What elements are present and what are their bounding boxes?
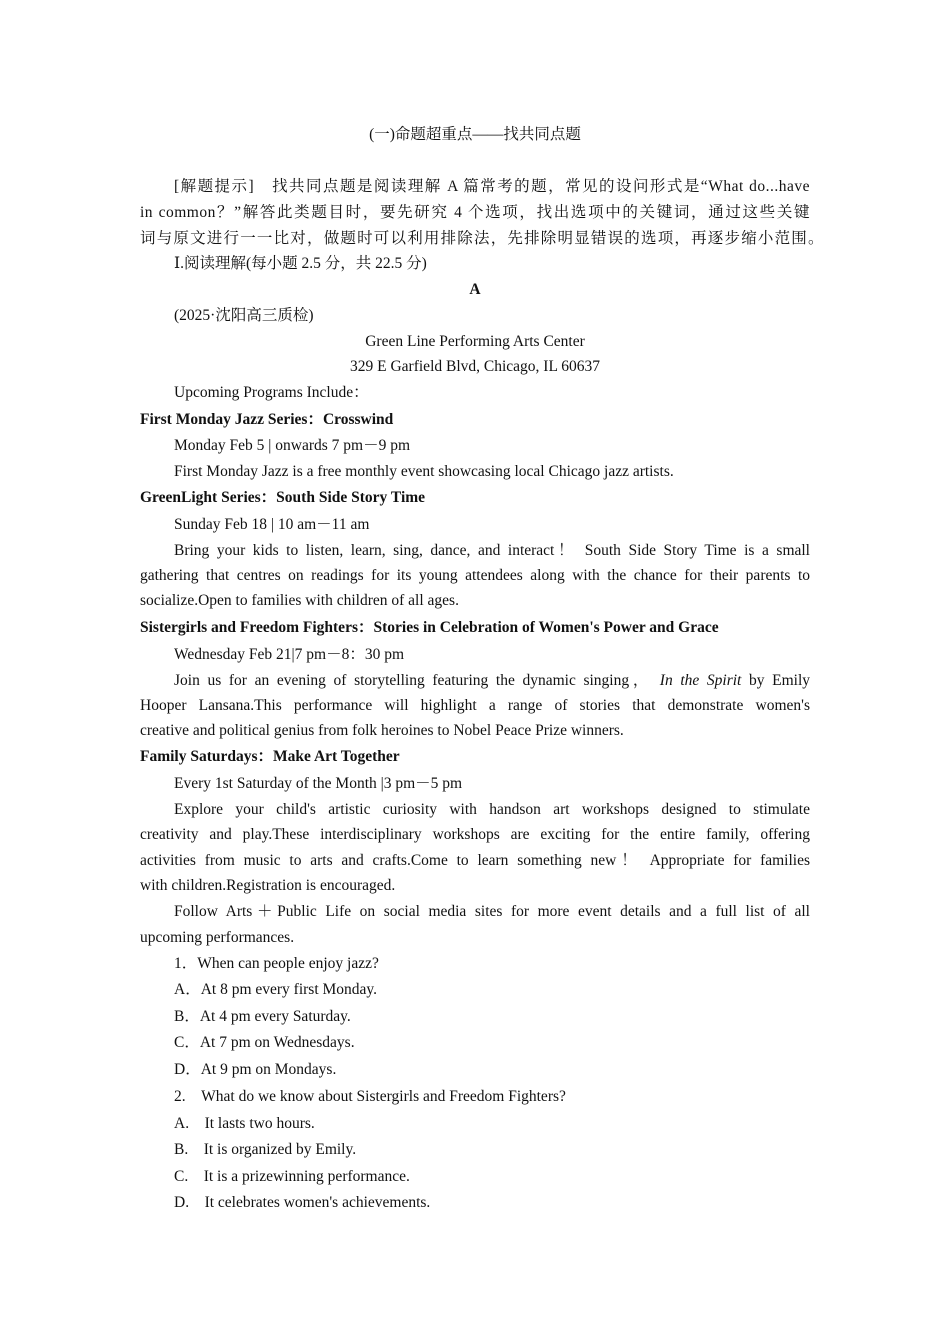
tip-line-2: in common？”解答此类题目时，要先研究 4 个选项，找出选项中的关键词，通过这些关键 [140, 204, 810, 221]
event-title-jazz: First Monday Jazz Series：Crosswind [140, 411, 394, 428]
passage-letter: A [469, 281, 481, 298]
desc-part-a: Join us for an evening of storytelling featuring the dynamic singing， [174, 672, 653, 689]
event-time-family-saturdays: Every 1st Saturday of the Month |3 pm－5 pm [174, 775, 463, 792]
question-2-option-d: D. It celebrates women's achievements. [174, 1194, 431, 1211]
event-time-story-time: Sunday Feb 18 | 10 am－11 am [174, 516, 370, 533]
tip-label: [解题提示] [174, 178, 255, 195]
event-desc-family-1: Explore your child's artistic curiosity with handson art workshops designed to stimulate [174, 801, 810, 818]
event-title-story-time: GreenLight Series：South Side Story Time [140, 489, 426, 506]
event-time-sistergirls: Wednesday Feb 21|7 pm－8：30 pm [174, 646, 405, 663]
venue-address: 329 E Garfield Blvd, Chicago, IL 60637 [350, 358, 600, 375]
event-title-sistergirls: Sistergirls and Freedom Fighters：Stories in Celebration of Women's Power and Grace [140, 619, 719, 636]
tip-line-3: 词与原文进行一一比对，做题时可以利用排除法，先排除明显错误的选项，再逐步缩小范围。 [140, 230, 824, 247]
tip-text-1: 找共同点题是阅读理解 A 篇常考的题，常见的设问形式是“What do...have [272, 178, 810, 195]
question-2-option-a: A. It lasts two hours. [174, 1115, 315, 1132]
part-heading: Ⅰ.阅读理解(每小题 2.5 分，共 22.5 分) [174, 255, 427, 272]
question-1-option-c: C．At 7 pm on Wednesdays. [174, 1034, 355, 1051]
event-desc-jazz: First Monday Jazz is a free monthly event showcasing local Chicago jazz artists. [174, 463, 674, 480]
event-desc-story-time-2: gathering that centres on readings for its young attendees along with the chance for their parents to [140, 567, 810, 584]
event-desc-sistergirls-2: Hooper Lansana.This performance will highlight a range of stories that demonstrate women's [140, 697, 810, 714]
event-desc-sistergirls-1 [140, 671, 810, 691]
venue-name: Green Line Performing Arts Center [365, 333, 585, 350]
question-2-option-b: B. It is organized by Emily. [174, 1141, 357, 1158]
question-2-stem: 2. What do we know about Sistergirls and Freedom Fighters? [174, 1088, 566, 1105]
upcoming-label: Upcoming Programs Include： [174, 384, 369, 401]
question-1-option-b: B．At 4 pm every Saturday. [174, 1008, 351, 1025]
question-2-option-c: C. It is a prizewinning performance. [174, 1168, 410, 1185]
follow-line-2: upcoming performances. [140, 929, 295, 946]
question-1-option-d: D．At 9 pm on Mondays. [174, 1061, 337, 1078]
event-time-jazz: Monday Feb 5 | onwards 7 pm－9 pm [174, 437, 411, 454]
event-desc-sistergirls-3: creative and political genius from folk heroines to Nobel Peace Prize winners. [140, 722, 624, 739]
tip-line-1 [140, 177, 810, 197]
event-desc-family-4: with children.Registration is encouraged. [140, 877, 396, 894]
source-note: (2025·沈阳高三质检) [174, 307, 314, 324]
desc-part-c: by Emily [748, 672, 811, 689]
event-desc-story-time-1: Bring your kids to listen, learn, sing, dance, and interact！ South Side Story Time is a small [174, 542, 810, 559]
question-1-option-a: A．At 8 pm every first Monday. [174, 981, 378, 998]
event-desc-family-2: creativity and play.These interdisciplinary workshops are exciting for the entire family, offering [140, 826, 810, 843]
question-1-stem: 1．When can people enjoy jazz? [174, 955, 379, 972]
follow-line-1: Follow Arts＋Public Life on social media sites for more event details and a full list of all [174, 903, 810, 920]
section-title: (一)命题超重点——找共同点题 [369, 126, 581, 143]
event-desc-family-3: activities from music to arts and crafts.Come to learn something new！ Appropriate for families [140, 852, 810, 869]
event-title-family-saturdays: Family Saturdays：Make Art Together [140, 748, 400, 765]
event-desc-story-time-3: socialize.Open to families with children of all ages. [140, 592, 459, 609]
work-title: In the Spirit [659, 672, 742, 689]
